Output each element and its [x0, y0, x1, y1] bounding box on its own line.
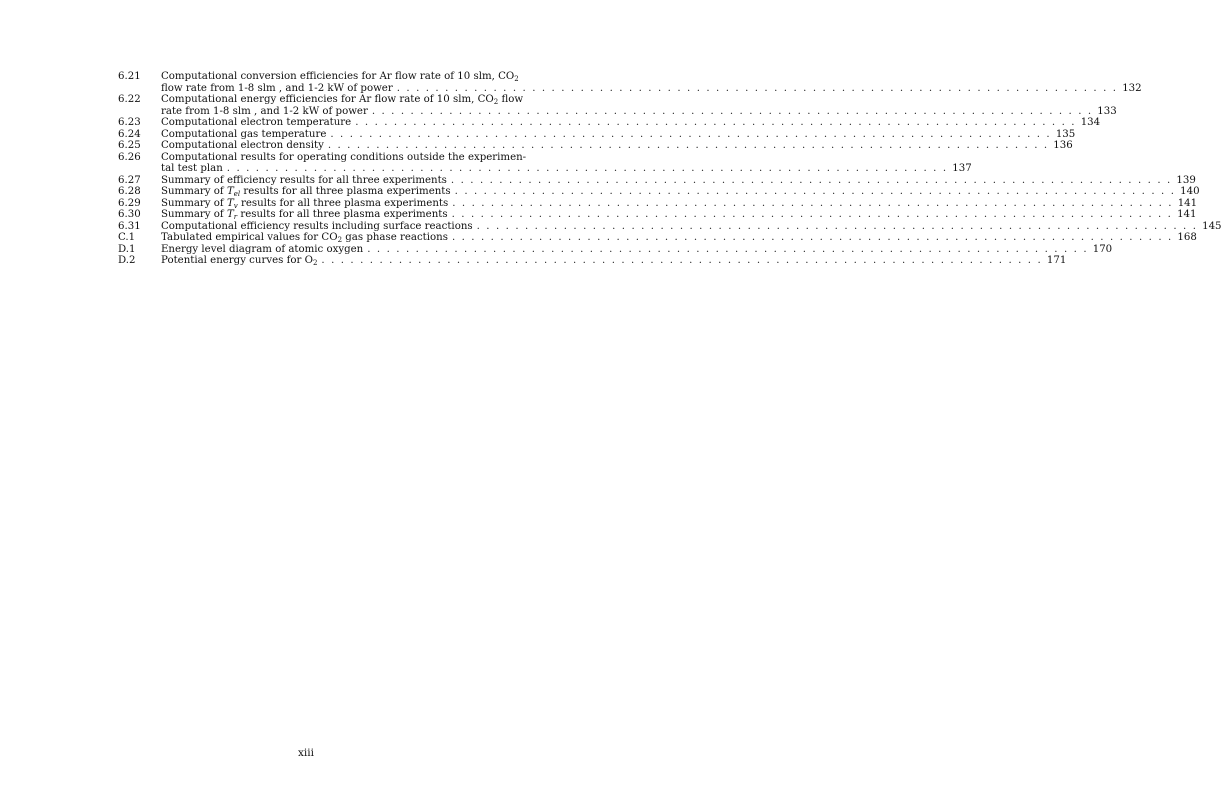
entry-number: D.1 — [118, 243, 136, 255]
entry-title: Energy level diagram of atomic oxygen — [161, 243, 364, 255]
entry-number: D.2 — [118, 255, 136, 266]
page-number: 132 — [1122, 82, 1142, 94]
entry-title: Summary of $T_r$ results for all three plasma experiments — [161, 209, 448, 221]
page-number: 145 — [1202, 220, 1222, 232]
entry-number: 6.28 — [118, 186, 141, 197]
leader-dots — [326, 129, 1051, 141]
leader-dots — [393, 83, 1118, 95]
entry-number: 6.23 — [118, 117, 141, 128]
toc-entry[interactable] — [118, 71, 1142, 94]
entry-title: Summary of efficiency results for all three experiments — [161, 174, 447, 186]
entry-number: 6.26 — [118, 151, 141, 163]
entry-number: 6.29 — [118, 197, 141, 209]
leader-dots — [363, 244, 1088, 256]
entry-number: 6.24 — [118, 128, 141, 140]
toc-entry[interactable] — [118, 232, 1197, 244]
entry-title: Computational conversion efficiencies for Ar flow rate of 10 slm, $CO_2$ — [161, 71, 519, 83]
leader-dots — [223, 163, 948, 175]
entry-number: 6.25 — [118, 140, 141, 151]
entry-number: 6.27 — [118, 174, 141, 186]
page-number: 171 — [1046, 255, 1067, 266]
toc-entry[interactable] — [118, 140, 1073, 152]
entry-title: Summary of $T_{el}$ results for all three plasma experiments — [161, 186, 451, 198]
page-number: 135 — [1055, 128, 1076, 140]
entry-number: 6.22 — [118, 94, 141, 105]
page-number: 139 — [1176, 174, 1196, 186]
page-number: 134 — [1080, 117, 1101, 128]
toc-entry[interactable] — [118, 128, 1076, 141]
entry-title: Computational results for operating conditions outside the experimen- — [161, 151, 527, 163]
list-of-figures — [118, 71, 1222, 267]
entry-title: rate from 1-8 slm , and 1-2 kW of power — [161, 105, 368, 117]
page-number: 133 — [1097, 105, 1117, 117]
toc-entry[interactable] — [118, 197, 1198, 210]
entry-number: C.1 — [118, 232, 136, 243]
page-number: 168 — [1177, 232, 1197, 243]
entry-title: Tabulated empirical values for $CO_2$ gas phase reactions — [161, 232, 448, 244]
toc-entry[interactable] — [118, 174, 1196, 187]
page-number: 140 — [1180, 186, 1200, 197]
entry-title: Computational efficiency results including surface reactions — [161, 220, 473, 232]
leader-dots — [368, 106, 1093, 118]
page-number: 141 — [1177, 209, 1197, 220]
toc-entry[interactable] — [118, 243, 1113, 256]
entry-title: Summary of $T_v$ results for all three plasma experiments — [161, 197, 449, 210]
entry-title: Computational energy efficiencies for Ar flow rate of 10 slm, $CO_2$ flow — [161, 94, 524, 106]
entry-number: 6.30 — [118, 209, 141, 220]
entry-title: Computational gas temperature — [161, 128, 327, 140]
page-number: 136 — [1053, 140, 1073, 151]
entry-number: 6.21 — [118, 71, 141, 82]
toc-entry[interactable] — [118, 117, 1101, 129]
leader-dots — [351, 117, 1076, 129]
entry-title: Computational electron density — [161, 140, 324, 151]
toc-entry[interactable] — [118, 255, 1067, 267]
page-number: 141 — [1177, 197, 1198, 209]
entry-number: 6.31 — [118, 220, 141, 232]
leader-dots — [317, 255, 1042, 267]
toc-entry[interactable] — [118, 186, 1200, 198]
toc-entry[interactable] — [118, 209, 1197, 221]
page-number: 170 — [1092, 243, 1113, 255]
leader-dots — [448, 232, 1173, 244]
leader-dots — [447, 175, 1172, 187]
entry-title: tal test plan — [161, 163, 223, 174]
toc-entry[interactable] — [118, 151, 972, 175]
leader-dots — [324, 140, 1049, 152]
leader-dots — [451, 186, 1176, 198]
entry-title: Computational electron temperature — [161, 117, 352, 128]
leader-dots — [448, 198, 1173, 210]
entry-title: flow rate from 1-8 slm , and 1-2 kW of power — [161, 82, 393, 94]
leader-dots — [448, 209, 1173, 221]
page-number: 137 — [952, 163, 972, 174]
toc-entry[interactable] — [118, 220, 1222, 233]
entry-title: Potential energy curves for $O_2$ — [161, 255, 318, 267]
toc-entry[interactable] — [118, 94, 1117, 117]
leader-dots — [473, 221, 1198, 233]
page-folio: xiii — [298, 747, 314, 759]
